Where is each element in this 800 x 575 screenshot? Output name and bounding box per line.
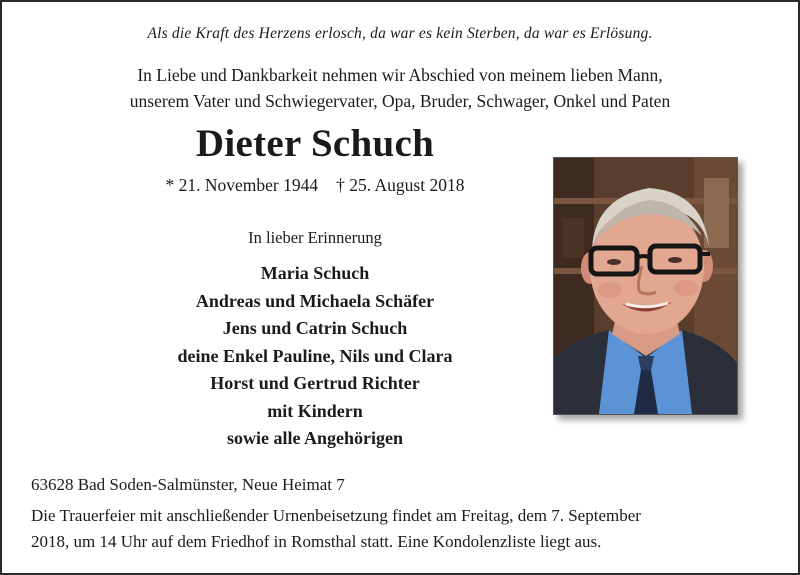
intro-line-2: unserem Vater und Schwiegervater, Opa, Bruder, Schwager, Onkel und Paten [129,91,671,111]
service-line-2: 2018, um 14 Uhr auf dem Friedhof in Romsthal statt. Eine Kondolenzliste liegt aus. [31,532,602,551]
mourner-item: Andreas und Michaela Schäfer [195,290,435,311]
mourner-item: Maria Schuch [260,263,370,283]
mourner-item: sowie alle Angehörigen [227,428,403,448]
mourners-list [100,260,530,453]
portrait-illustration [554,158,737,414]
motto-quote: Als die Kraft des Herzens erlosch, da war es kein Sterben, da war es Erlösung. [147,25,653,42]
family-address: 63628 Bad Soden-Salmünster, Neue Heimat 7 [31,475,345,494]
portrait-photo [553,157,738,415]
intro-line-1: In Liebe und Dankbarkeit nehmen wir Abschied von meinem lieben Mann, [137,65,663,85]
death-date: † 25. August 2018 [336,175,465,195]
mourner-item: Jens und Catrin Schuch [222,318,408,338]
deceased-name: Dieter Schuch [195,122,435,165]
memory-label: In lieber Erinnerung [248,228,382,247]
birth-date: * 21. November 1944 [165,175,319,195]
service-line-1: Die Trauerfeier mit anschließender Urnenbeisetzung findet am Freitag, dem 7. September [31,506,641,525]
life-dates [100,175,530,196]
mourner-item: mit Kindern [267,400,363,421]
intro-text [0,62,800,114]
mourner-item: Horst und Gertrud Richter [210,373,420,393]
funeral-service-info [31,503,771,555]
mourner-item: deine Enkel Pauline, Nils und Clara [177,345,453,366]
